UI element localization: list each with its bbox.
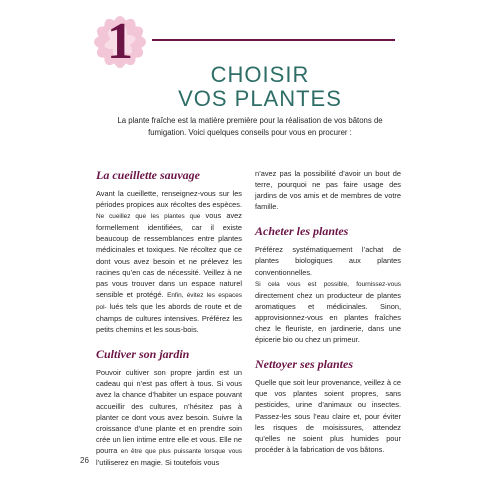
paragraph-cueillette: Avant la cueillette, renseignez-vous sur les périodes propices aux récoltes des espèces. Ne cueillez que les plantes que vous avez formellement identifiées, car il existe beaucoup de ressemblances entre plantes médicinales et toxiques. Ne récoltez que ce dont vous avez besoin et ne prélevez les racines qu’en cas de nécessité. Veillez à ne pas vous trouver dans un espace naturel sensible et protégé. Enfin, évitez les espaces pol- lués tels que les abords de route et de champs de cultures intensives. Préférez les petits chemins et les sous-bois.: [96, 189, 242, 335]
page-number: 26: [80, 456, 89, 465]
heading-cueillette: La cueillette sauvage: [96, 168, 200, 182]
chapter-badge: [88, 6, 152, 74]
left-column: [96, 168, 242, 468]
intro-paragraph: La plante fraîche est la matière première pour la réalisation de vos bâtons de fumigation. Voici quelques conseils pour vous en procurer :: [117, 116, 383, 137]
paragraph-jardin: Pouvoir cultiver son propre jardin est un cadeau qui n’est pas offert à tous. Si vous avez la chance d’habiter un espace pouvant accueillir des cultures, n’hésitez pas à planter ce dont vous avez besoin. Suivre la croissance d’une plante et en prendre soin crée un lien intime entre elle et vous. Elle ne pourra en être que plus puissante lorsque vous l’utiliserez en magie. Si toutefois vous: [96, 368, 242, 467]
paragraph-jardin-continued: n’avez pas la possibilité d’avoir un bout de terre, pourquoi ne pas faire usage des jardins de vos amis et de membres de votre famille.: [255, 169, 401, 212]
paragraph-nettoyer: Quelle que soit leur provenance, veillez à ce que vos plantes soient propres, sans pesticides, urine d’animaux ou insectes. Passez-les sous l’eau claire et, pour éviter les risques de moisissures, attendez qu’elles ne soient plus humides pour procéder à la fabrication de vos bâtons.: [255, 378, 401, 454]
heading-nettoyer: Nettoyer ses plantes: [255, 357, 353, 372]
paragraph-acheter-1: Préférez systématiquement l’achat de plantes biologiques aux plantes conventionnelles.: [255, 245, 401, 277]
heading-jardin: Cultiver son jardin: [96, 347, 190, 362]
chapter-number: 1: [107, 13, 133, 70]
paragraph-acheter-2: Si cela vous est possible, fournissez-vous directement chez un producteur de plantes aromatiques et médicinales. Sinon, approvisionnez-vous en plantes fraîches chez le fleuriste, en jardinerie, dans une épicerie bio ou chez un primeur.: [255, 280, 401, 345]
chapter-title-line1: CHOISIR: [210, 62, 310, 87]
chapter-title-line2: VOS PLANTES: [178, 86, 342, 111]
right-column: [255, 168, 401, 455]
heading-acheter: Acheter les plantes: [255, 224, 349, 239]
title-rule: [152, 39, 395, 41]
